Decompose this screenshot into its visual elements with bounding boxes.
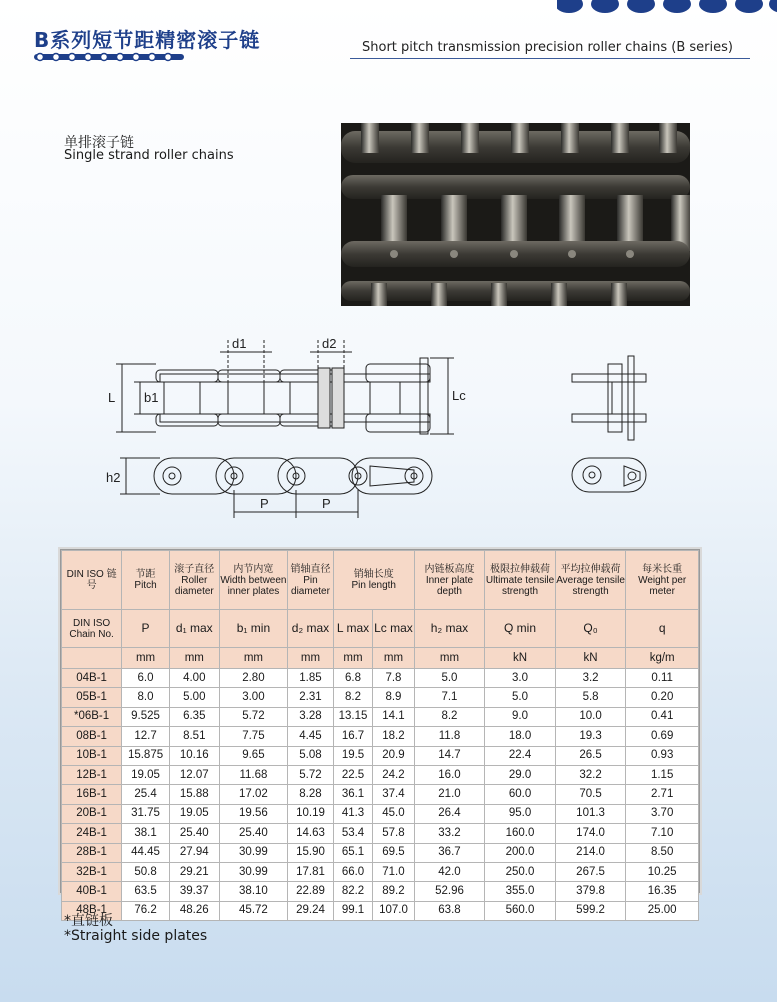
table-cell: 267.5 [555, 862, 626, 881]
table-cell: 8.2 [333, 688, 372, 707]
sym-Q0: Q₀ [555, 610, 626, 648]
chain-no-cell: 28B-1 [62, 843, 122, 862]
table-cell: 16.7 [333, 727, 372, 746]
table-cell: 10.25 [626, 862, 699, 881]
spec-table-container [60, 549, 700, 917]
label-d2: d2 [322, 336, 337, 351]
chain-no-cell: 24B-1 [62, 824, 122, 843]
chain-dimension-drawing [100, 330, 660, 525]
table-cell: 65.1 [333, 843, 372, 862]
table-row [62, 727, 699, 746]
table-cell: 12.7 [122, 727, 170, 746]
table-cell: 25.4 [122, 785, 170, 804]
table-cell: 16.0 [414, 765, 485, 784]
table-cell: 6.35 [169, 707, 219, 726]
table-row [62, 882, 699, 901]
table-cell: 355.0 [485, 882, 556, 901]
table-cell: 0.41 [626, 707, 699, 726]
table-cell: 0.11 [626, 669, 699, 688]
table-cell: 17.02 [219, 785, 287, 804]
table-cell: 4.00 [169, 669, 219, 688]
table-cell: 57.8 [373, 824, 414, 843]
table-cell: 10.0 [555, 707, 626, 726]
table-cell: 9.65 [219, 746, 287, 765]
table-cell: 2.80 [219, 669, 287, 688]
hdr-avg: 平均拉伸载荷 Average tensile strength [555, 551, 626, 610]
table-cell: 7.75 [219, 727, 287, 746]
table-body [62, 669, 699, 921]
table-cell: 29.0 [485, 765, 556, 784]
table-cell: 45.72 [219, 901, 287, 920]
table-cell: 0.20 [626, 688, 699, 707]
table-cell: 5.0 [485, 688, 556, 707]
table-cell: 30.99 [219, 862, 287, 881]
unit-cell: mm [169, 648, 219, 669]
table-cell: 19.56 [219, 804, 287, 823]
chain-no-cell: 32B-1 [62, 862, 122, 881]
table-cell: 6.0 [122, 669, 170, 688]
table-cell: 17.81 [288, 862, 334, 881]
unit-cell: mm [122, 648, 170, 669]
table-row [62, 746, 699, 765]
label-h2: h2 [106, 470, 121, 485]
table-cell: 3.2 [555, 669, 626, 688]
table-cell: 11.68 [219, 765, 287, 784]
table-cell: 10.19 [288, 804, 334, 823]
table-cell: 8.28 [288, 785, 334, 804]
table-cell: 379.8 [555, 882, 626, 901]
sym-d1: d₁ max [169, 610, 219, 648]
table-cell: 5.0 [414, 669, 485, 688]
table-cell: 7.8 [373, 669, 414, 688]
table-cell: 18.0 [485, 727, 556, 746]
table-cell: 9.0 [485, 707, 556, 726]
table-cell: 14.63 [288, 824, 334, 843]
chain-no-cell: 12B-1 [62, 765, 122, 784]
table-symbol-row [62, 610, 699, 648]
table-cell: 95.0 [485, 804, 556, 823]
table-cell: 38.1 [122, 824, 170, 843]
page-title: B系列短节距精密滚子链 [34, 28, 261, 52]
table-row [62, 843, 699, 862]
table-cell: 3.70 [626, 804, 699, 823]
hdr-pitch: 节距 Pitch [122, 551, 170, 610]
sym-Lc: Lc max [373, 610, 414, 648]
table-cell: 15.88 [169, 785, 219, 804]
table-cell: 99.1 [333, 901, 372, 920]
table-cell: 19.05 [169, 804, 219, 823]
sym-q: q [626, 610, 699, 648]
label-d1: d1 [232, 336, 247, 351]
chain-no-cell: *06B-1 [62, 707, 122, 726]
table-cell: 36.1 [333, 785, 372, 804]
table-cell: 1.85 [288, 669, 334, 688]
hdr-pin: 销轴直径 Pin diameter [288, 551, 334, 610]
table-cell: 3.00 [219, 688, 287, 707]
label-P2: P [322, 496, 331, 511]
table-cell: 52.96 [414, 882, 485, 901]
table-cell: 14.7 [414, 746, 485, 765]
table-cell: 107.0 [373, 901, 414, 920]
table-row [62, 901, 699, 920]
table-header-row [62, 551, 699, 610]
table-cell: 3.28 [288, 707, 334, 726]
table-cell: 25.00 [626, 901, 699, 920]
table-cell: 8.50 [626, 843, 699, 862]
chain-no-cell: 16B-1 [62, 785, 122, 804]
table-cell: 36.7 [414, 843, 485, 862]
hdr-width: 内节内宽 Width between inner plates [219, 551, 287, 610]
table-cell: 20.9 [373, 746, 414, 765]
table-cell: 174.0 [555, 824, 626, 843]
table-cell: 8.0 [122, 688, 170, 707]
table-cell: 48.26 [169, 901, 219, 920]
table-cell: 44.45 [122, 843, 170, 862]
table-cell: 8.2 [414, 707, 485, 726]
hdr-chain-no: DIN ISO 链号 [62, 551, 122, 610]
table-cell: 13.15 [333, 707, 372, 726]
table-cell: 25.40 [169, 824, 219, 843]
table-cell: 41.3 [333, 804, 372, 823]
table-cell: 2.71 [626, 785, 699, 804]
table-row [62, 824, 699, 843]
table-cell: 6.8 [333, 669, 372, 688]
unit-cell: kN [485, 648, 556, 669]
table-cell: 31.75 [122, 804, 170, 823]
sym-d2: d₂ max [288, 610, 334, 648]
table-cell: 5.00 [169, 688, 219, 707]
table-cell: 22.5 [333, 765, 372, 784]
sym-P: P [122, 610, 170, 648]
table-cell: 7.1 [414, 688, 485, 707]
table-cell: 5.72 [288, 765, 334, 784]
table-cell: 21.0 [414, 785, 485, 804]
table-row [62, 688, 699, 707]
table-cell: 4.45 [288, 727, 334, 746]
decorative-chain-strip [557, 0, 777, 14]
table-cell: 53.4 [333, 824, 372, 843]
unit-cell: mm [414, 648, 485, 669]
section-title-cn: 单排滚子链 [64, 135, 134, 151]
sym-Q: Q min [485, 610, 556, 648]
unit-cell: mm [219, 648, 287, 669]
chain-no-cell: 08B-1 [62, 727, 122, 746]
table-cell: 5.8 [555, 688, 626, 707]
table-cell: 19.3 [555, 727, 626, 746]
table-cell: 33.2 [414, 824, 485, 843]
label-P1: P [260, 496, 269, 511]
table-cell: 27.94 [169, 843, 219, 862]
table-cell: 8.9 [373, 688, 414, 707]
table-cell: 599.2 [555, 901, 626, 920]
table-cell: 5.08 [288, 746, 334, 765]
table-cell: 26.5 [555, 746, 626, 765]
table-cell: 0.93 [626, 746, 699, 765]
table-cell: 66.0 [333, 862, 372, 881]
table-cell: 19.05 [122, 765, 170, 784]
footnote-cn: *直链板 [64, 913, 113, 929]
footnote-en: *Straight side plates [64, 928, 208, 944]
table-cell: 69.5 [373, 843, 414, 862]
table-cell: 70.5 [555, 785, 626, 804]
hdr-length: 销轴长度 Pin length [333, 551, 414, 610]
table-cell: 16.35 [626, 882, 699, 901]
table-cell: 214.0 [555, 843, 626, 862]
table-cell: 9.525 [122, 707, 170, 726]
table-cell: 24.2 [373, 765, 414, 784]
page-subtitle-en: Short pitch transmission precision roller chains (B series) [362, 40, 733, 55]
table-cell: 26.4 [414, 804, 485, 823]
table-row [62, 804, 699, 823]
hdr-weight: 每米长重 Weight per meter [626, 551, 699, 610]
table-unit-row [62, 648, 699, 669]
unit-cell: mm [373, 648, 414, 669]
table-cell: 89.2 [373, 882, 414, 901]
table-cell: 12.07 [169, 765, 219, 784]
table-cell: 19.5 [333, 746, 372, 765]
table-cell: 38.10 [219, 882, 287, 901]
unit-cell: kg/m [626, 648, 699, 669]
table-cell: 3.0 [485, 669, 556, 688]
table-cell: 42.0 [414, 862, 485, 881]
table-cell: 5.72 [219, 707, 287, 726]
chain-no-cell: 05B-1 [62, 688, 122, 707]
table-cell: 82.2 [333, 882, 372, 901]
table-cell: 250.0 [485, 862, 556, 881]
table-cell: 1.15 [626, 765, 699, 784]
table-row [62, 669, 699, 688]
chain-no-cell: 48B-1 [62, 901, 122, 920]
unit-blank [62, 648, 122, 669]
table-cell: 22.89 [288, 882, 334, 901]
table-row [62, 785, 699, 804]
table-cell: 560.0 [485, 901, 556, 920]
table-cell: 8.51 [169, 727, 219, 746]
table-cell: 32.2 [555, 765, 626, 784]
label-Lc: Lc [452, 388, 466, 403]
table-cell: 63.8 [414, 901, 485, 920]
spec-table [61, 550, 699, 921]
table-cell: 22.4 [485, 746, 556, 765]
chain-no-cell: 04B-1 [62, 669, 122, 688]
hdr-ult: 极限拉伸载荷 Ultimate tensile strength [485, 551, 556, 610]
table-cell: 200.0 [485, 843, 556, 862]
table-cell: 45.0 [373, 804, 414, 823]
chain-no-cell: 40B-1 [62, 882, 122, 901]
table-cell: 29.24 [288, 901, 334, 920]
table-cell: 15.875 [122, 746, 170, 765]
table-cell: 63.5 [122, 882, 170, 901]
table-cell: 37.4 [373, 785, 414, 804]
table-cell: 18.2 [373, 727, 414, 746]
chain-no-cell: 20B-1 [62, 804, 122, 823]
table-cell: 11.8 [414, 727, 485, 746]
table-cell: 101.3 [555, 804, 626, 823]
table-cell: 14.1 [373, 707, 414, 726]
label-L: L [108, 390, 116, 405]
unit-cell: mm [288, 648, 334, 669]
hdr-roller: 滚子直径 Roller diameter [169, 551, 219, 610]
section-title-en: Single strand roller chains [64, 148, 234, 163]
table-cell: 25.40 [219, 824, 287, 843]
sym-b1: b₁ min [219, 610, 287, 648]
table-cell: 39.37 [169, 882, 219, 901]
label-b1: b1 [144, 390, 159, 405]
unit-cell: kN [555, 648, 626, 669]
table-cell: 30.99 [219, 843, 287, 862]
table-row [62, 765, 699, 784]
hdr-plate: 内链板高度 Inner plate depth [414, 551, 485, 610]
sym-h2: h₂ max [414, 610, 485, 648]
table-cell: 0.69 [626, 727, 699, 746]
sym-chain-no: DIN ISO Chain No. [62, 610, 122, 648]
chain-no-cell: 10B-1 [62, 746, 122, 765]
table-cell: 60.0 [485, 785, 556, 804]
title-rule [350, 58, 750, 59]
table-cell: 2.31 [288, 688, 334, 707]
roller-chain-photo [341, 123, 690, 306]
table-cell: 50.8 [122, 862, 170, 881]
unit-cell: mm [333, 648, 372, 669]
sym-L: L max [333, 610, 372, 648]
table-cell: 7.10 [626, 824, 699, 843]
chain-dots-decoration [32, 51, 192, 63]
table-cell: 71.0 [373, 862, 414, 881]
table-cell: 76.2 [122, 901, 170, 920]
table-cell: 15.90 [288, 843, 334, 862]
table-cell: 10.16 [169, 746, 219, 765]
table-row [62, 707, 699, 726]
table-row [62, 862, 699, 881]
table-cell: 29.21 [169, 862, 219, 881]
table-cell: 160.0 [485, 824, 556, 843]
